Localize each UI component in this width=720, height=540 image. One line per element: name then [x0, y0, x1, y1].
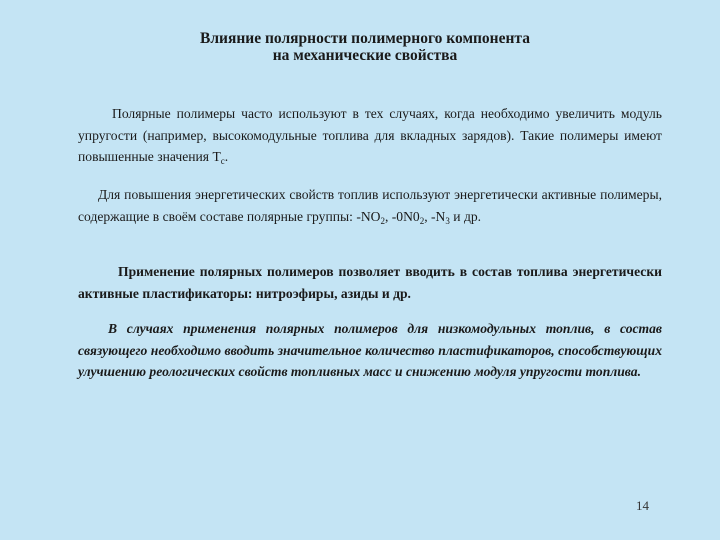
- title-line-2: на механические свойства: [272, 47, 458, 64]
- title-line-1: Влияние полярности полимерного компонента: [200, 30, 530, 47]
- paragraph-text: В случаях применения полярных полимеров для низкомодульных топлив, в состав связующего необходимо вводить значительное количество пластификаторов, способствующих улучшению реологических свойств топливных масс и снижению модуля упругости топлива.: [78, 321, 662, 379]
- subscript: c: [220, 156, 225, 166]
- paragraph-low-modulus: [78, 318, 662, 383]
- paragraph-polar-polymers: [78, 103, 662, 168]
- subscript: 3: [445, 215, 450, 226]
- paragraph-plasticizers: [78, 261, 662, 304]
- paragraph-text: Полярные полимеры часто используют в тех случаях, когда необходимо увеличить модуль упругости (например, высокомодульные топлива для вкладных зарядов). Такие полимеры имеют повышенные значения T: [78, 106, 662, 164]
- paragraph-text: Применение полярных полимеров позволяет вводить в состав топлива энергетически активные пластификаторы: нитроэфиры, азиды и др.: [78, 264, 662, 301]
- paragraph-text-mid: , -0N0: [384, 208, 420, 224]
- paragraph-end: и др.: [449, 208, 482, 224]
- slide-title: [60, 30, 670, 64]
- paragraph-energetic-polymers: [78, 184, 662, 227]
- paragraph-text-mid: , -N: [424, 208, 446, 224]
- paragraph-text: Для повышения энергетических свойств топлив используют энергетически активные полимеры, содержащие в своём составе полярные группы: -NO: [78, 187, 662, 224]
- page-number: 14: [636, 498, 649, 513]
- subscript: 2: [419, 215, 425, 226]
- subscript: 2: [380, 215, 385, 226]
- paragraph-end: .: [224, 149, 229, 164]
